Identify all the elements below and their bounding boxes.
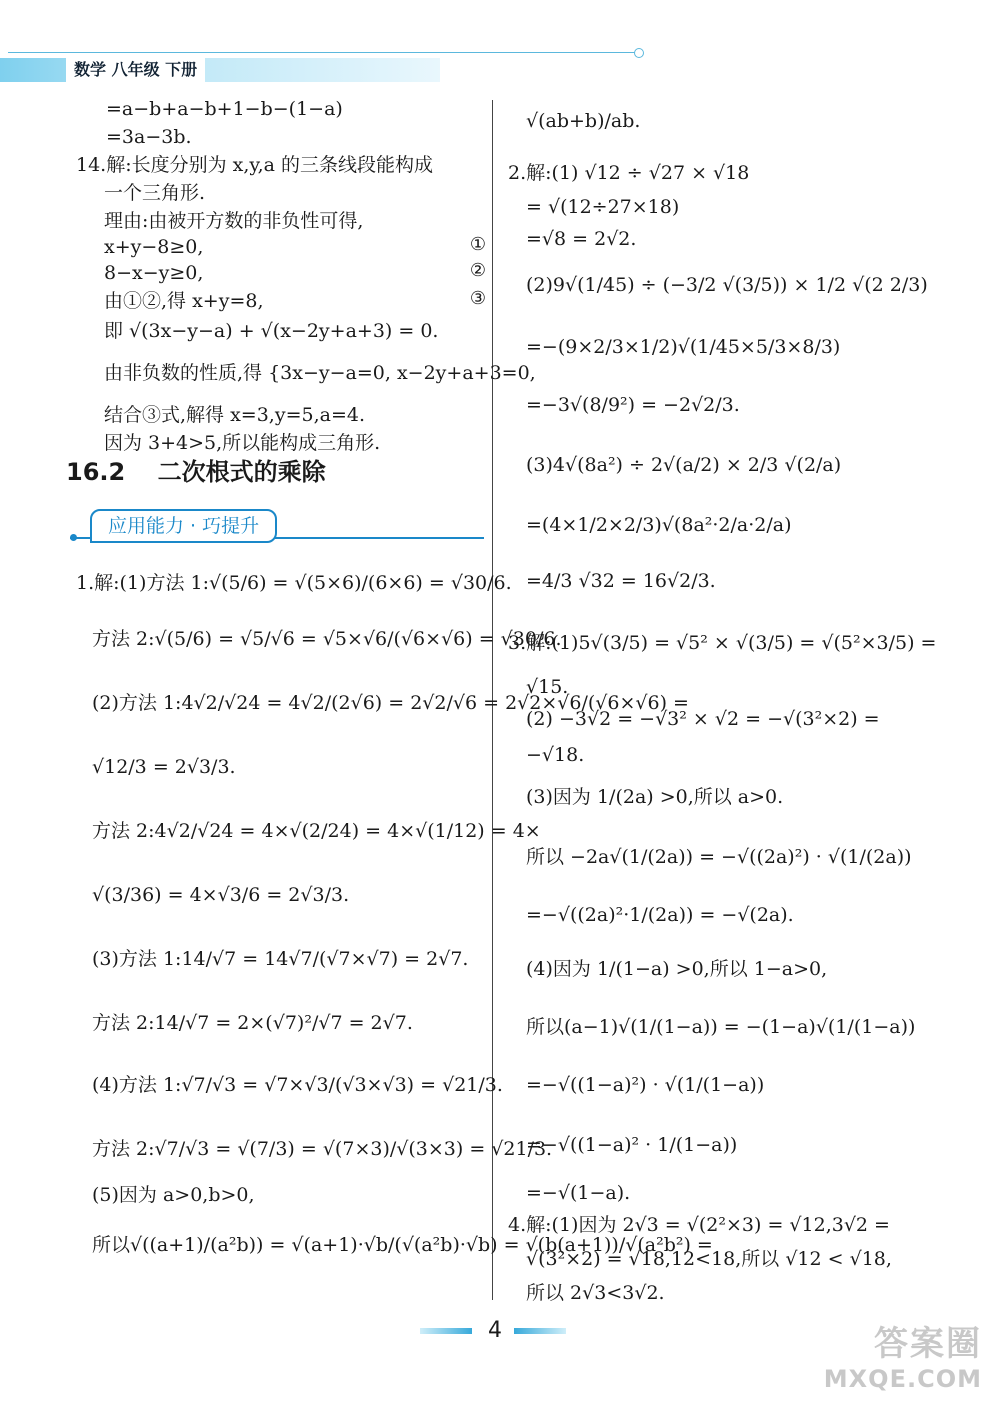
text-line: =−√((1−a)² · 1/(1−a)): [526, 1134, 738, 1156]
text-line: 一个三角形.: [104, 182, 206, 204]
text-line: (2) −3√2 = −√3² × √2 = −√(3²×2) =: [526, 708, 880, 730]
section-heading: [66, 452, 326, 487]
text-line: 所以 2√3<3√2.: [526, 1282, 665, 1304]
text-line: √12/3 = 2√3/3.: [92, 756, 236, 778]
text-line: 8−x−y≥0,: [104, 262, 204, 284]
text-line: (3)4√(8a²) ÷ 2√(a/2) × 2/3 √(2/a): [526, 454, 842, 476]
text-line: 所以(a−1)√(1/(1−a)) = −(1−a)√(1/(1−a)): [526, 1016, 916, 1038]
text-line: 结合③式,解得 x=3,y=5,a=4.: [104, 404, 365, 426]
circled-number-1: ①: [469, 234, 486, 255]
text-line: 所以√((a+1)/(a²b)) = √(a+1)·√b/(√(a²b)·√b) = √(b(a+1))/√(a²b²) =: [92, 1234, 713, 1256]
text-line: (4)方法 1:√7/√3 = √7×√3/(√3×√3) = √21/3.: [92, 1074, 503, 1096]
text-line: =4/3 √32 = 16√2/3.: [526, 570, 716, 592]
problem-14: 14.解:长度分别为 x,y,a 的三条线段能构成: [76, 154, 434, 176]
text-line: =√8 = 2√2.: [526, 228, 637, 250]
header-title: 数学 八年级 下册: [66, 58, 205, 82]
text-line: =−√((2a)²·1/(2a)) = −√(2a).: [526, 904, 794, 926]
circled-number-3: ③: [469, 288, 486, 309]
problem-4: 4.解:(1)因为 2√3 = √(2²×3) = √12,3√2 =: [508, 1214, 890, 1236]
circled-number-2: ②: [469, 260, 486, 281]
section-number: 16.2: [66, 458, 126, 486]
text-line: =3a−3b.: [106, 126, 192, 148]
header-rule: [8, 52, 636, 53]
text-line: 由①②,得 x+y=8,: [104, 290, 264, 312]
text-line: −√18.: [526, 744, 585, 766]
text-line: √(ab+b)/ab.: [526, 110, 641, 132]
text-line: 即 √(3x−y−a) + √(x−2y+a+3) = 0.: [104, 320, 439, 342]
text-line: =a−b+a−b+1−b−(1−a): [106, 98, 343, 120]
text-line: (4)因为 1/(1−a) >0,所以 1−a>0,: [526, 958, 828, 980]
header-dot-icon: [634, 48, 644, 58]
text-line: (5)因为 a>0,b>0,: [92, 1184, 255, 1206]
text-line: 由非负数的性质,得 {3x−y−a=0, x−2y+a+3=0,: [104, 362, 536, 384]
text-line: x+y−8≥0,: [104, 236, 204, 258]
banner-label: 应用能力 · 巧提升: [90, 509, 277, 543]
text-line: (3)因为 1/(2a) >0,所以 a>0.: [526, 786, 784, 808]
footer-decoration: [420, 1328, 472, 1334]
text-line: 方法 2:√(5/6) = √5/√6 = √5×√6/(√6×√6) = √30/6.: [92, 628, 562, 650]
text-line: 方法 2:14/√7 = 2×(√7)²/√7 = 2√7.: [92, 1012, 413, 1034]
text-line: √15.: [526, 676, 569, 698]
text-line: 方法 2:√7/√3 = √(7/3) = √(7×3)/√(3×3) = √21/3.: [92, 1138, 553, 1160]
watermark-url: MXQE.COM: [823, 1365, 982, 1393]
text-line: 理由:由被开方数的非负性可得,: [104, 210, 364, 232]
problem-1: 1.解:(1)方法 1:√(5/6) = √(5×6)/(6×6) = √30/6.: [76, 572, 512, 594]
text-line: =−(9×2/3×1/2)√(1/45×5/3×8/3): [526, 336, 841, 358]
text-line: =−√((1−a)²) · √(1/(1−a)): [526, 1074, 765, 1096]
text-line: =−√(1−a).: [526, 1182, 631, 1204]
section-banner: [70, 507, 484, 543]
text-line: √(3²×2) = √18,12<18,所以 √12 < √18,: [526, 1248, 892, 1270]
text-line: =−3√(8/9²) = −2√2/3.: [526, 394, 740, 416]
text-line: = √(12÷27×18): [526, 196, 680, 218]
section-title: 二次根式的乘除: [157, 458, 326, 486]
text-line: =(4×1/2×2/3)√(8a²·2/a·2/a): [526, 514, 792, 536]
text-line: (2)方法 1:4√2/√24 = 4√2/(2√6) = 2√2/√6 = 2√2×√6/(√6×√6) =: [92, 692, 689, 714]
watermark-logo: [792, 1316, 982, 1393]
page-header: [0, 50, 650, 86]
watermark-text: 答案圈: [874, 1324, 982, 1364]
text-line: (2)9√(1/45) ÷ (−3/2 √(3/5)) × 1/2 √(2 2/3): [526, 274, 928, 296]
text-line: √(3/36) = 4×√3/6 = 2√3/3.: [92, 884, 350, 906]
text-line: 方法 2:4√2/√24 = 4×√(2/24) = 4×√(1/12) = 4×: [92, 820, 541, 842]
banner-dot-icon: [70, 534, 77, 541]
text-line: (3)方法 1:14/√7 = 14√7/(√7×√7) = 2√7.: [92, 948, 469, 970]
problem-2: 2.解:(1) √12 ÷ √27 × √18: [508, 162, 750, 184]
text-line: 所以 −2a√(1/(2a)) = −√((2a)²) · √(1/(2a)): [526, 846, 912, 868]
problem-3: 3.解:(1)5√(3/5) = √5² × √(3/5) = √(5²×3/5) =: [508, 632, 937, 654]
footer-decoration: [514, 1328, 566, 1334]
text-line: 因为 3+4>5,所以能构成三角形.: [104, 432, 381, 454]
page-number: 4: [488, 1318, 502, 1343]
